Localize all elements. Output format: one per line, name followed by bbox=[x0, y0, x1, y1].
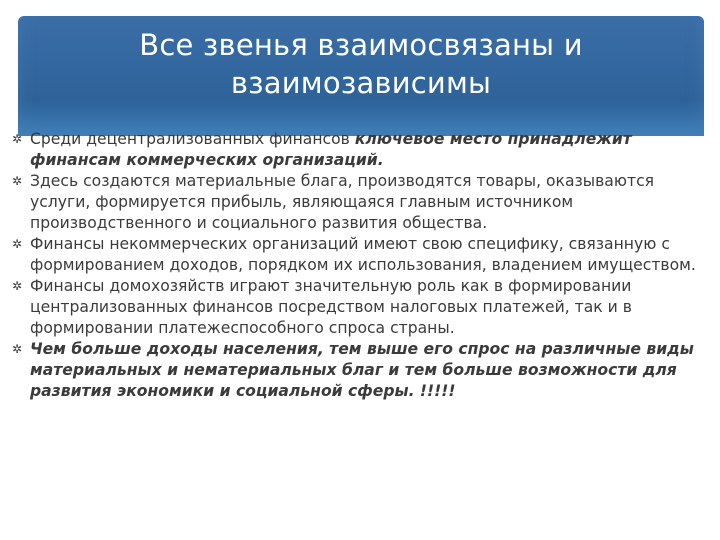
bullet-item bbox=[12, 339, 702, 402]
asterisk-bullet-icon: ✲ bbox=[12, 174, 23, 188]
bullet-item bbox=[12, 234, 702, 276]
asterisk-bullet-icon: ✲ bbox=[12, 342, 23, 356]
bullet-text-emphasis: Чем больше доходы населения, тем выше его спрос на различные виды материальных и нематериальных благ и тем больше возможности для развития экономики и социальной сферы. !!!!! bbox=[30, 340, 694, 400]
bullet-text-lead: Среди децентрализованных финансов bbox=[30, 130, 355, 148]
slide-title: Все звенья взаимосвязаны и взаимозависимы bbox=[139, 28, 583, 100]
bullet-text: Финансы некоммерческих организаций имеют свою специфику, связанную с формированием доходов, порядком их использования, владением имуществом. bbox=[30, 235, 696, 274]
bullet-text-emphasis: ключевое место принадлежит финансам коммерческих организаций. bbox=[30, 130, 632, 169]
bullet-text: Здесь создаются материальные блага, производятся товары, оказываются услуги, формируется прибыль, являющаяся главным источником производственного и социального развития общества. bbox=[30, 172, 655, 232]
bullet-list bbox=[12, 129, 702, 402]
bullet-item bbox=[12, 171, 702, 234]
bullet-text: Финансы домохозяйств играют значительную роль как в формировании централизованных финансов посредством налоговых платежей, так и в формировании платежеспособного спроса страны. bbox=[30, 277, 632, 337]
bullet-item bbox=[12, 276, 702, 339]
asterisk-bullet-icon: ✲ bbox=[12, 237, 23, 251]
asterisk-bullet-icon: ✲ bbox=[12, 279, 23, 293]
bullet-item bbox=[12, 129, 702, 171]
asterisk-bullet-icon: ✲ bbox=[12, 132, 23, 146]
